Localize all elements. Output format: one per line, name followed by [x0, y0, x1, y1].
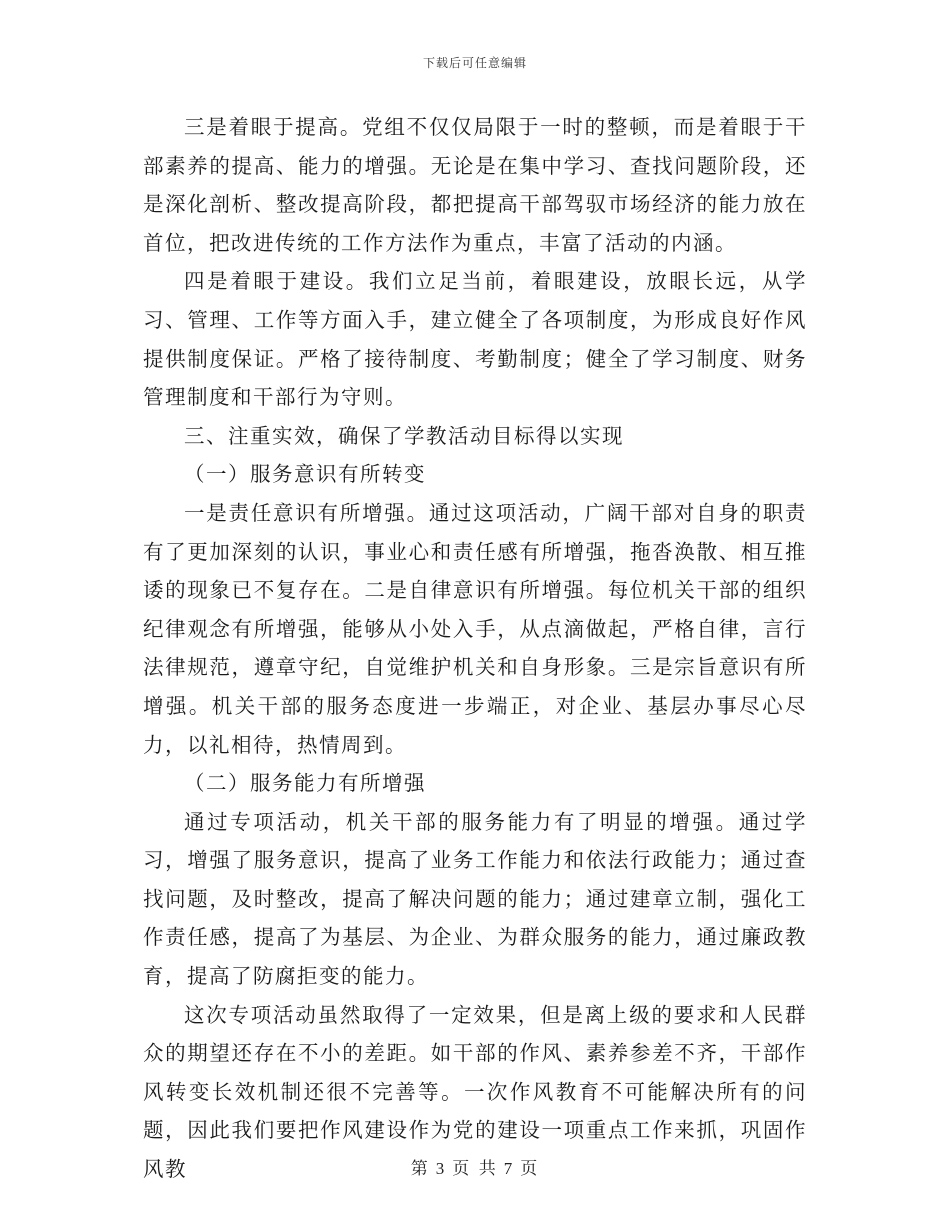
document-body — [143, 108, 807, 1189]
footer-prefix: 第 — [410, 1159, 430, 1179]
footer-current-page: 3 — [435, 1159, 447, 1178]
paragraph-2: 四是着眼于建设。我们立足当前，着眼建设，放眼长远，从学习、管理、工作等方面入手，建立健全了各项制度，为形成良好作风提供制度保证。严格了接待制度、考勤制度；健全了学习制度、财务管理制度和干部行为守则。 — [143, 269, 807, 410]
subsection-heading-1: （一）服务意识有所转变 — [184, 462, 426, 487]
section-heading-3: 三、注重实效，确保了学教活动目标得以实现 — [184, 423, 624, 448]
footer-suffix: 页 — [520, 1159, 540, 1179]
paragraph-5: 这次专项活动虽然取得了一定效果，但是离上级的要求和人民群众的期望还存在不小的差距。如干部的作风、素养参差不齐，干部作风转变长效机制还很不完善等。一次作风教育不可能解决所有的问题，因此我们要把作风建设作为党的建设一项重点工作来抓，巩固作风教 — [143, 1002, 807, 1182]
page-footer — [0, 1154, 950, 1179]
footer-middle: 页 共 — [452, 1159, 498, 1179]
paragraph-3: 一是责任意识有所增强。通过这项活动，广阔干部对自身的职责有了更加深刻的认识，事业心和责任感有所增强，拖沓涣散、相互推诿的现象已不复存在。二是自律意识有所增强。每位机关干部的组织纪律观念有所增强，能够从小处入手，从点滴做起，严格自律，言行法律规范，遵章守纪，自觉维护机关和自身形象。三是宗旨意识有所增强。机关干部的服务态度进一步端正，对企业、基层办事尽心尽力，以礼相待，热情周到。 — [143, 500, 807, 757]
paragraph-1: 三是着眼于提高。党组不仅仅局限于一时的整顿，而是着眼于干部素养的提高、能力的增强。无论是在集中学习、查找问题阶段，还是深化剖析、整改提高阶段，都把提高干部驾驭市场经济的能力放在首位，把改进传统的工作方法作为重点，丰富了活动的内涵。 — [143, 115, 807, 255]
subsection-heading-2: （二）服务能力有所增强 — [184, 771, 426, 796]
footer-total-pages: 7 — [503, 1159, 515, 1178]
page-header-note: 下载后可任意编辑 — [422, 56, 527, 70]
paragraph-4: 通过专项活动，机关干部的服务能力有了明显的增强。通过学习，增强了服务意识，提高了业务工作能力和依法行政能力；通过查找问题，及时整改，提高了解决问题的能力；通过建章立制，强化工作责任感，提高了为基层、为企业、为群众服务的能力，通过廉政教育，提高了防腐拒变的能力。 — [143, 809, 807, 989]
